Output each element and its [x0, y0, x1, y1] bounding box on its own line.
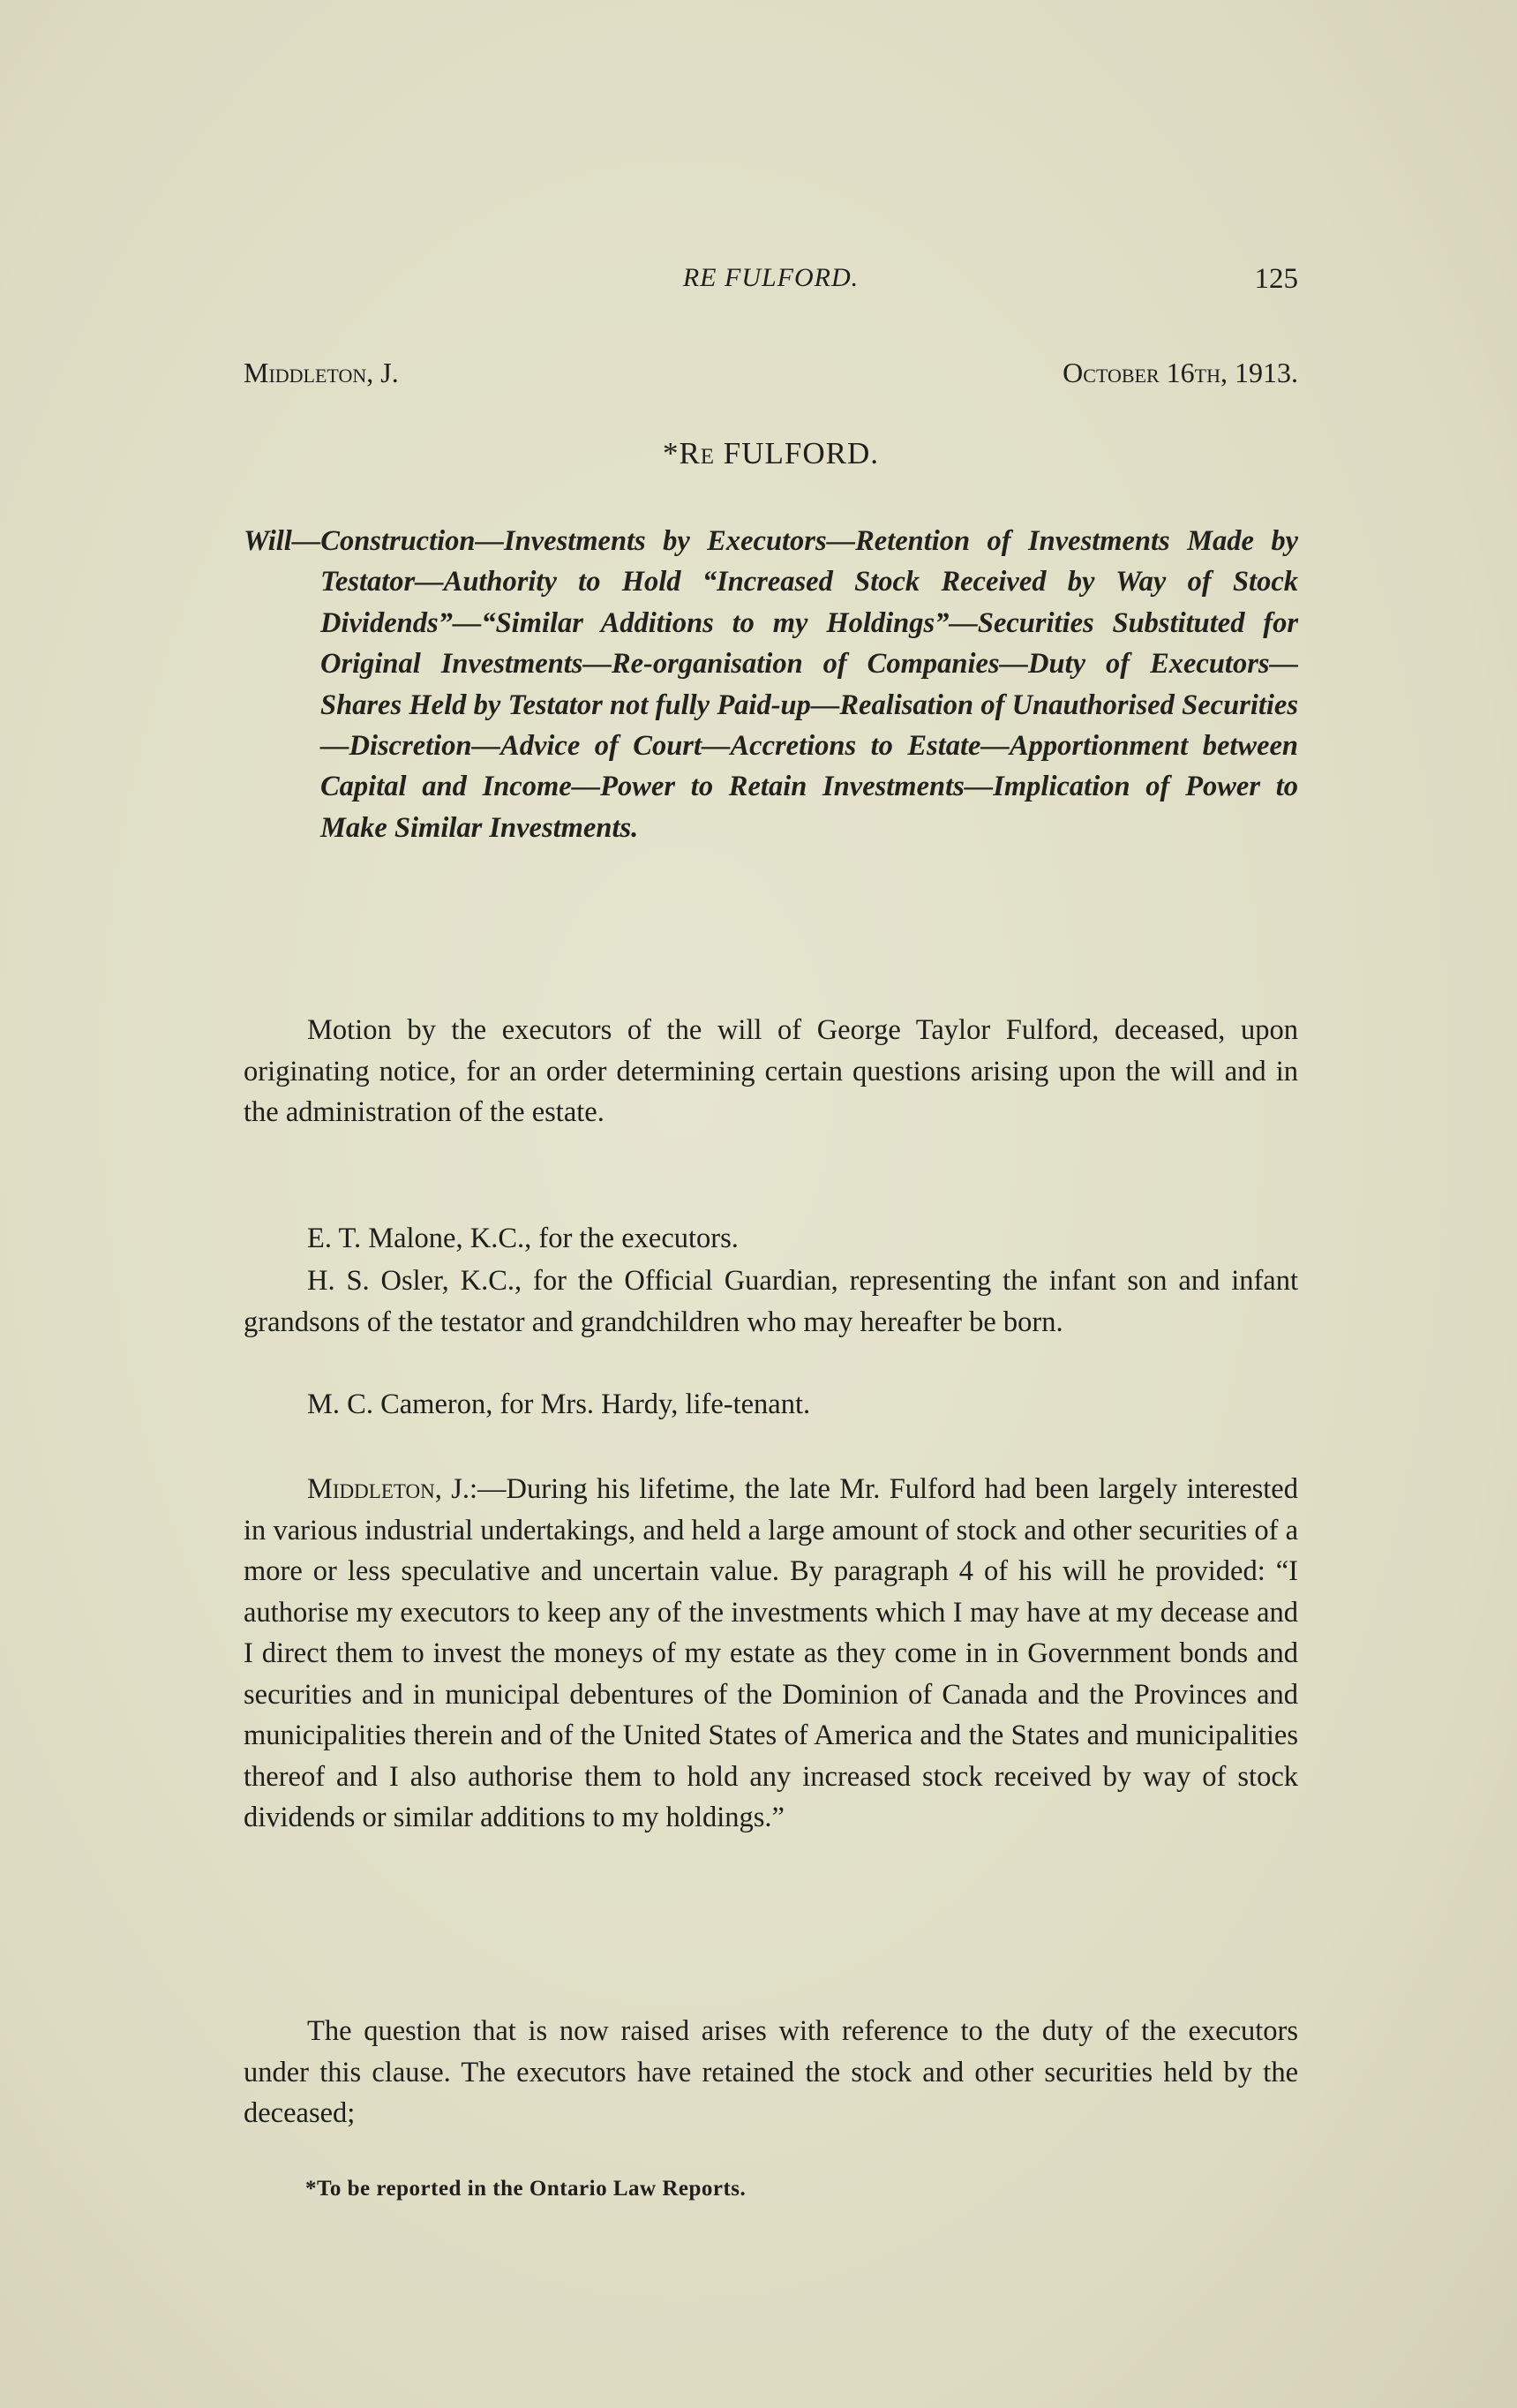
footnote: *To be reported in the Ontario Law Reports.	[305, 2177, 747, 2201]
counsel-line-life-tenant: M. C. Cameron, for Mrs. Hardy, life-tenant.	[307, 1388, 811, 1420]
counsel-line-official-guardian: H. S. Osler, K.C., for the Official Guardian, representing the infant son and infant grandsons of the testator and grandchildren who may hereafter be born.	[244, 1265, 1298, 1338]
judgment-paragraph-1	[244, 1469, 1298, 1839]
running-title: RE FULFORD.	[682, 263, 860, 292]
headnote: Will—Construction—Investments by Executors—Retention of Investments Made by Testator—Authority to Hold “Increased Stock Received by Way of Stock Dividends”—“Similar Additions to my Holdings”—Securities Substituted for Original Investments—Re-organisation of Companies—Duty of Executors—Shares Held by Testator not fully Paid-up—Realisation of Unauthorised Securities—Discretion—Advice of Court—Accretions to Estate—Apportionment between Capital and Income—Power to Retain Investments—Implication of Power to Make Similar Investments.	[244, 525, 1298, 844]
judge-name: Middleton, J.	[244, 357, 399, 388]
judgment-date: October 16th, 1913.	[1063, 357, 1298, 388]
running-head	[244, 263, 1298, 302]
judgment-judge-name: Middleton, J.	[307, 1473, 470, 1505]
judgment-opening-text: :—During his lifetime, the late Mr. Fulford had been largely interested in various industrial undertakings, and held a large amount of stock and other securities of a more or less speculative and uncertain value. By paragraph 4 of his will he provided: “I authorise my executors to keep any of the investments which I may have at my decease and I direct them to invest the moneys of my estate as they come in in Government bonds and securities and in municipal debentures of the Dominion of Canada and the Provinces and municipalities therein and of the United States of America and the States and municipalities thereof and I also authorise them to hold any increased stock received by way of stock dividends or similar additions to my holdings.”	[244, 1473, 1298, 1833]
judgment-paragraph-2: The question that is now raised arises with reference to the duty of the executors under this clause. The executors have retained the stock and other securities held by the deceased;	[244, 2015, 1298, 2129]
counsel-line-executors: E. T. Malone, K.C., for the executors.	[307, 1223, 739, 1254]
page-number: 125	[1254, 263, 1298, 295]
motion-paragraph: Motion by the executors of the will of George Taylor Fulford, deceased, upon originating notice, for an order determining certain questions arising upon the will and in the administration of the estate.	[244, 1014, 1298, 1128]
case-title: *Re FULFORD.	[662, 436, 880, 470]
